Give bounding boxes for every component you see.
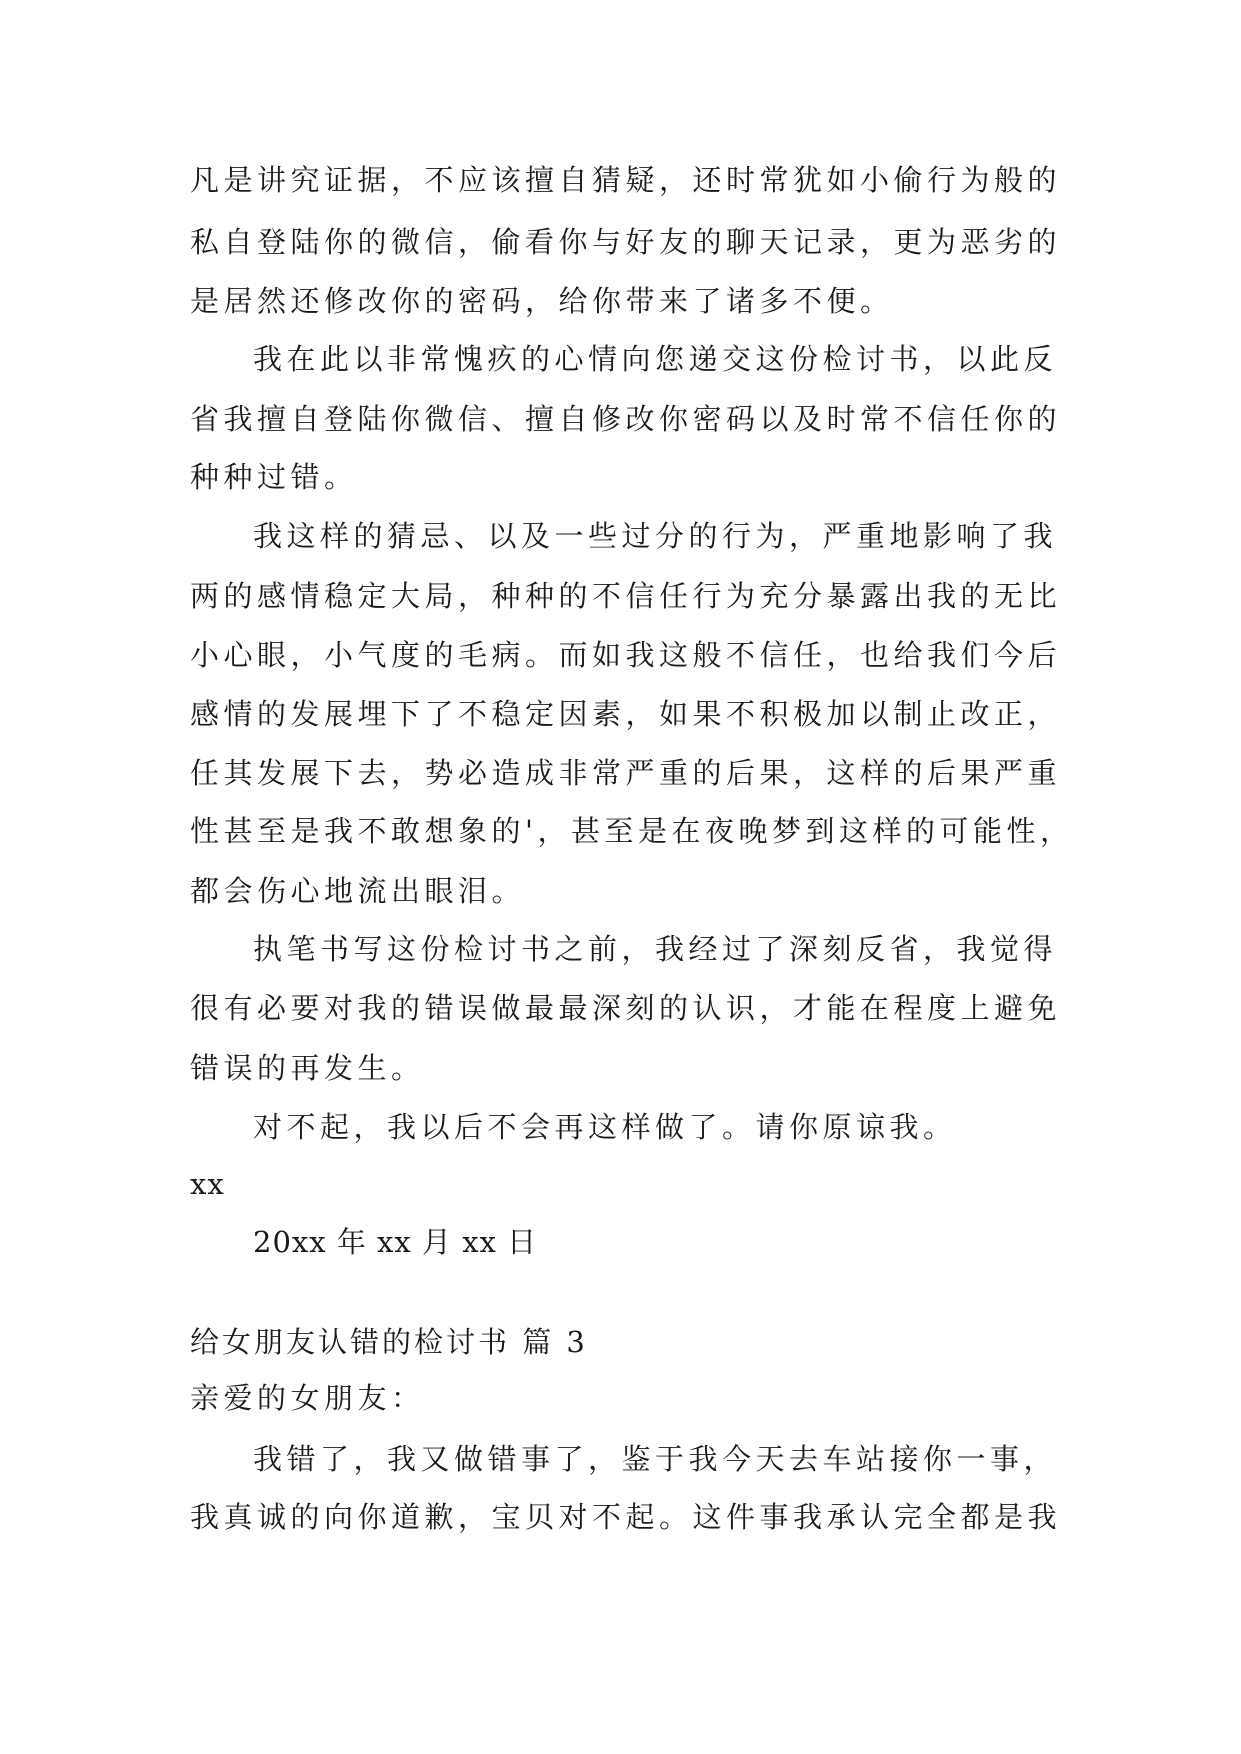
body-text-line: 我这样的猜忌、以及一些过分的行为，严重地影响了我 <box>253 519 1058 553</box>
body-text-line: 省我擅自登陆你微信、擅自修改你密码以及时常不信任你的 <box>190 402 1062 436</box>
body-text-line: 我在此以非常愧疚的心情向您递交这份检讨书，以此反 <box>253 342 1058 376</box>
date-line: 20xx 年 xx 月 xx 日 <box>253 1225 538 1259</box>
body-text-line: 种种过错。 <box>190 460 358 494</box>
body-text-line: 感情的发展埋下了不稳定因素，如果不积极加以制止改正， <box>190 697 1062 731</box>
body-text-line: 私自登陆你的微信，偷看你与好友的聊天记录，更为恶劣的 <box>190 225 1062 259</box>
body-text-line: 执笔书写这份检讨书之前，我经过了深刻反省，我觉得 <box>253 932 1058 966</box>
body-text-line: 性甚至是我不敢想象的'，甚至是在夜晚梦到这样的可能性， <box>190 814 1074 848</box>
body-text-line: 错误的再发生。 <box>190 1051 425 1085</box>
body-text-line: 对不起，我以后不会再这样做了。请你原谅我。 <box>253 1110 957 1144</box>
body-text-line: 是居然还修改你的密码，给你带来了诸多不便。 <box>190 284 894 318</box>
body-text-line: 小心眼，小气度的毛病。而如我这般不信任，也给我们今后 <box>190 638 1062 672</box>
body-text-line: 凡是讲究证据，不应该擅自猜疑，还时常犹如小偷行为般的 <box>190 163 1062 197</box>
body-text-line: 我真诚的向你道歉，宝贝对不起。这件事我承认完全都是我 <box>190 1500 1062 1534</box>
body-text-line: 两的感情稳定大局，种种的不信任行为充分暴露出我的无比 <box>190 579 1062 613</box>
body-text-line: 我错了，我又做错事了，鉴于我今天去车站接你一事， <box>253 1442 1058 1476</box>
salutation: 亲爱的女朋友： <box>190 1381 425 1415</box>
body-text-line: 都会伤心地流出眼泪。 <box>190 874 526 908</box>
signature: xx <box>190 1167 225 1201</box>
body-text-line: 很有必要对我的错误做最最深刻的认识，才能在程度上避免 <box>190 991 1062 1025</box>
section-heading: 给女朋友认错的检讨书 篇 3 <box>190 1325 588 1359</box>
body-text-line: 任其发展下去，势必造成非常严重的后果，这样的后果严重 <box>190 756 1062 790</box>
